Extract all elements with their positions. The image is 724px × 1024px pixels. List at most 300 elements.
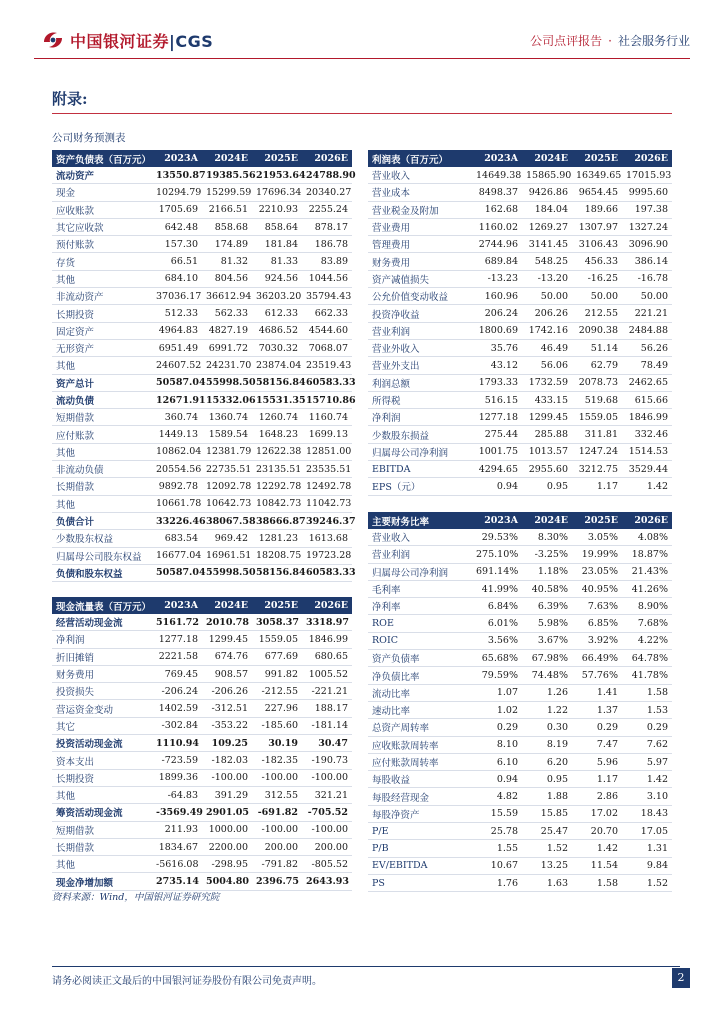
- cell-value: 689.84: [472, 253, 522, 270]
- cell-value: 1613.68: [302, 530, 352, 547]
- table-row: [368, 305, 672, 322]
- footer-divider: [52, 966, 680, 967]
- cell-value: 17015.93: [622, 167, 672, 184]
- cell-value: -312.51: [202, 700, 252, 717]
- cell-value: -100.00: [202, 769, 252, 786]
- cell-value: 17.02: [572, 805, 622, 822]
- report-type: 公司点评报告: [530, 34, 603, 48]
- row-label: 应付账款: [52, 426, 152, 443]
- cell-value: 0.29: [572, 719, 622, 736]
- cell-value: 769.45: [152, 665, 202, 682]
- cell-value: 1299.45: [522, 409, 572, 426]
- row-label: 净利率: [368, 598, 472, 615]
- cell-value: 6.85%: [572, 615, 622, 632]
- cell-value: 0.94: [472, 478, 522, 495]
- row-label: 预付账款: [52, 236, 152, 253]
- cell-value: 12292.78: [252, 478, 302, 495]
- cell-value: 64.78%: [622, 650, 672, 667]
- row-label: 财务费用: [368, 253, 472, 270]
- cell-value: 200.00: [302, 838, 352, 855]
- table-row: [52, 391, 352, 408]
- cell-value: 1.76: [472, 874, 522, 891]
- year-header: 2023A: [472, 150, 522, 167]
- cell-value: 1559.05: [572, 409, 622, 426]
- cell-value: 2643.93: [302, 873, 352, 890]
- cell-value: 1277.18: [152, 631, 202, 648]
- cell-value: 10.67: [472, 857, 522, 874]
- cell-value: 2078.73: [572, 374, 622, 391]
- table-row: [368, 391, 672, 408]
- page-number: 2: [672, 968, 690, 988]
- cell-value: 60583.33: [302, 564, 352, 581]
- row-label: 经营活动现金流: [52, 614, 152, 631]
- cell-value: 1742.16: [522, 322, 572, 339]
- cell-value: 3141.45: [522, 236, 572, 253]
- cell-value: 24788.90: [302, 167, 352, 184]
- row-label: 应收账款: [52, 201, 152, 218]
- row-label: 其他: [52, 495, 152, 512]
- cell-value: 160.96: [472, 288, 522, 305]
- cell-value: 46.49: [522, 339, 572, 356]
- cell-value: 1.22: [522, 701, 572, 718]
- cell-value: 19723.28: [302, 547, 352, 564]
- table-row: [368, 529, 672, 546]
- cell-value: 10661.78: [152, 495, 202, 512]
- cell-value: 1260.74: [252, 409, 302, 426]
- row-label: 其他: [52, 357, 152, 374]
- row-label: 每股经营现金: [368, 788, 472, 805]
- cell-value: 35.76: [472, 339, 522, 356]
- cell-value: 62.79: [572, 357, 622, 374]
- cell-value: 1110.94: [152, 735, 202, 752]
- year-header: 2024E: [522, 150, 572, 167]
- cell-value: -3569.49: [152, 804, 202, 821]
- cell-value: 684.10: [152, 270, 202, 287]
- cell-value: 157.30: [152, 236, 202, 253]
- table-row: [368, 167, 672, 184]
- cell-value: 1299.45: [202, 631, 252, 648]
- cell-value: 312.55: [252, 786, 302, 803]
- row-label: PS: [368, 874, 472, 891]
- cell-value: 1160.02: [472, 218, 522, 235]
- row-label: 资产总计: [52, 374, 152, 391]
- cell-value: 4294.65: [472, 461, 522, 478]
- year-header: 2025E: [252, 597, 302, 614]
- table-row: [52, 253, 352, 270]
- cell-value: 36203.20: [252, 288, 302, 305]
- cell-value: 3.56%: [472, 632, 522, 649]
- table-row: [368, 461, 672, 478]
- cell-value: 181.84: [252, 236, 302, 253]
- row-label: 长期借款: [52, 478, 152, 495]
- cell-value: 683.54: [152, 530, 202, 547]
- cell-value: 2090.38: [572, 322, 622, 339]
- cell-value: 65.68%: [472, 650, 522, 667]
- table-header-row: [52, 597, 352, 614]
- cell-value: 1705.69: [152, 201, 202, 218]
- cell-value: 12381.79: [202, 443, 252, 460]
- brand-name: CGS: [175, 32, 214, 51]
- cell-value: 81.33: [252, 253, 302, 270]
- cell-value: 1.55: [472, 840, 522, 857]
- cell-value: 14649.38: [472, 167, 522, 184]
- cell-value: 4.82: [472, 788, 522, 805]
- cell-value: 74.48%: [522, 667, 572, 684]
- cell-value: 1559.05: [252, 631, 302, 648]
- cell-value: 8.10: [472, 736, 522, 753]
- cell-value: 39246.37: [302, 512, 352, 529]
- cell-value: 7.68%: [622, 615, 672, 632]
- row-label: 财务费用: [52, 665, 152, 682]
- cell-value: -100.00: [302, 769, 352, 786]
- table-row: [52, 374, 352, 391]
- cell-value: 4544.60: [302, 322, 352, 339]
- cell-value: 456.33: [572, 253, 622, 270]
- table-row: [52, 270, 352, 287]
- cell-value: 1.88: [522, 788, 572, 805]
- row-label: 流动资产: [52, 167, 152, 184]
- year-header: 2025E: [572, 512, 622, 529]
- row-label: 营业收入: [368, 529, 472, 546]
- cell-value: 1247.24: [572, 443, 622, 460]
- cell-value: 7068.07: [302, 339, 352, 356]
- cell-value: 642.48: [152, 218, 202, 235]
- cell-value: 3058.37: [252, 614, 302, 631]
- cell-value: 1.63: [522, 874, 572, 891]
- cell-value: 1044.56: [302, 270, 352, 287]
- table-row: [368, 753, 672, 770]
- cell-value: 13550.87: [152, 167, 202, 184]
- cell-value: 21953.64: [252, 167, 302, 184]
- table-row: [52, 873, 352, 890]
- table-row: [52, 443, 352, 460]
- cell-value: 0.29: [622, 719, 672, 736]
- cell-value: 15531.35: [252, 391, 302, 408]
- cell-value: 200.00: [252, 838, 302, 855]
- cell-value: -791.82: [252, 856, 302, 873]
- cell-value: -302.84: [152, 717, 202, 734]
- year-header: 2026E: [622, 512, 672, 529]
- cell-value: -206.26: [202, 683, 252, 700]
- cell-value: 519.68: [572, 391, 622, 408]
- year-header: 2024E: [202, 150, 252, 167]
- row-label: ROE: [368, 615, 472, 632]
- table-row: [52, 665, 352, 682]
- row-label: 投资净收益: [368, 305, 472, 322]
- cash-flow-table: [52, 597, 352, 891]
- table-row: [52, 512, 352, 529]
- cell-value: 2735.14: [152, 873, 202, 890]
- cell-value: 512.33: [152, 305, 202, 322]
- row-label: 流动负债: [52, 391, 152, 408]
- row-label: 公允价值变动收益: [368, 288, 472, 305]
- cell-value: 3106.43: [572, 236, 622, 253]
- table-row: [52, 305, 352, 322]
- cell-value: 7.47: [572, 736, 622, 753]
- row-label: 非流动资产: [52, 288, 152, 305]
- cell-value: 2396.75: [252, 873, 302, 890]
- cell-value: 20340.27: [302, 184, 352, 201]
- cell-value: 1001.75: [472, 443, 522, 460]
- cell-value: -16.78: [622, 270, 672, 287]
- cell-value: -100.00: [302, 821, 352, 838]
- table-row: [368, 823, 672, 840]
- table-row: [368, 771, 672, 788]
- row-label: 短期借款: [52, 821, 152, 838]
- year-header: 2026E: [302, 150, 352, 167]
- cell-value: 2010.78: [202, 614, 252, 631]
- cell-value: 9995.60: [622, 184, 672, 201]
- row-label: 资产减值损失: [368, 270, 472, 287]
- row-label: 少数股东损益: [368, 426, 472, 443]
- cell-value: 57.76%: [572, 667, 622, 684]
- table-row: [52, 461, 352, 478]
- row-label: 其它: [52, 717, 152, 734]
- cell-value: 4964.83: [152, 322, 202, 339]
- cell-value: 15299.59: [202, 184, 252, 201]
- cell-value: 1277.18: [472, 409, 522, 426]
- cell-value: 1307.97: [572, 218, 622, 235]
- cell-value: 4.08%: [622, 529, 672, 546]
- cell-value: 10294.79: [152, 184, 202, 201]
- cell-value: 433.15: [522, 391, 572, 408]
- cell-value: 50587.04: [152, 564, 202, 581]
- cell-value: 674.76: [202, 648, 252, 665]
- table-row: [52, 530, 352, 547]
- row-label: 管理费用: [368, 236, 472, 253]
- cell-value: 1.52: [522, 840, 572, 857]
- table-row: [52, 700, 352, 717]
- cell-value: 30.47: [302, 735, 352, 752]
- cell-value: 50587.04: [152, 374, 202, 391]
- cell-value: 33226.46: [152, 512, 202, 529]
- cell-value: 38067.58: [202, 512, 252, 529]
- header-separator: ·: [608, 34, 612, 48]
- cell-value: 6.39%: [522, 598, 572, 615]
- cell-value: 60583.33: [302, 374, 352, 391]
- cell-value: 1800.69: [472, 322, 522, 339]
- table-row: [368, 598, 672, 615]
- cell-value: 12671.91: [152, 391, 202, 408]
- cell-value: 67.98%: [522, 650, 572, 667]
- table-row: [52, 478, 352, 495]
- row-label: 归属母公司净利润: [368, 443, 472, 460]
- table-row: [368, 805, 672, 822]
- cell-value: 1834.67: [152, 838, 202, 855]
- cell-value: 3.92%: [572, 632, 622, 649]
- cell-value: 1.26: [522, 684, 572, 701]
- row-label: EBITDA: [368, 461, 472, 478]
- cell-value: 24231.70: [202, 357, 252, 374]
- table-row: [368, 288, 672, 305]
- cell-value: 9.84: [622, 857, 672, 874]
- row-label: 每股净资产: [368, 805, 472, 822]
- table-row: [368, 426, 672, 443]
- cell-value: 206.26: [522, 305, 572, 322]
- table-row: [52, 184, 352, 201]
- cell-value: -185.60: [252, 717, 302, 734]
- row-label: 营业外收入: [368, 339, 472, 356]
- cell-value: 360.74: [152, 409, 202, 426]
- cell-value: 3.10: [622, 788, 672, 805]
- cell-value: 23535.51: [302, 461, 352, 478]
- row-label: 净负债比率: [368, 667, 472, 684]
- table-row: [52, 339, 352, 356]
- section-divider: [52, 113, 672, 114]
- cell-value: 4.22%: [622, 632, 672, 649]
- cell-value: 516.15: [472, 391, 522, 408]
- cell-value: 391.29: [202, 786, 252, 803]
- cell-value: -206.24: [152, 683, 202, 700]
- row-label: 每股收益: [368, 771, 472, 788]
- table-row: [368, 684, 672, 701]
- table-row: [368, 374, 672, 391]
- row-label: 短期借款: [52, 409, 152, 426]
- cell-value: 55998.50: [202, 374, 252, 391]
- year-header: 2025E: [252, 150, 302, 167]
- cell-value: 2221.58: [152, 648, 202, 665]
- cell-value: 858.64: [252, 218, 302, 235]
- cell-value: 66.51: [152, 253, 202, 270]
- cell-value: 17696.34: [252, 184, 302, 201]
- cell-value: 615.66: [622, 391, 672, 408]
- cell-value: 25.78: [472, 823, 522, 840]
- cell-value: 16349.65: [572, 167, 622, 184]
- cell-value: 321.21: [302, 786, 352, 803]
- table-row: [52, 735, 352, 752]
- table-row: [368, 478, 672, 495]
- cell-value: 1.58: [572, 874, 622, 891]
- row-label: 净利润: [52, 631, 152, 648]
- cell-value: 3529.44: [622, 461, 672, 478]
- cell-value: 924.56: [252, 270, 302, 287]
- table-title: 主要财务比率: [368, 512, 472, 529]
- cell-value: 1846.99: [622, 409, 672, 426]
- row-label: 营业收入: [368, 167, 472, 184]
- row-label: EPS（元）: [368, 478, 472, 495]
- cell-value: 2484.88: [622, 322, 672, 339]
- cell-value: 17.05: [622, 823, 672, 840]
- cell-value: 1.58: [622, 684, 672, 701]
- page-header: [0, 0, 724, 60]
- cell-value: 1160.74: [302, 409, 352, 426]
- row-label: 利润总额: [368, 374, 472, 391]
- table-row: [52, 804, 352, 821]
- cell-value: 2200.00: [202, 838, 252, 855]
- cell-value: 221.21: [622, 305, 672, 322]
- table-row: [368, 218, 672, 235]
- cell-value: 548.25: [522, 253, 572, 270]
- cell-value: 16677.04: [152, 547, 202, 564]
- table-row: [368, 719, 672, 736]
- table-row: [368, 667, 672, 684]
- company-name: 中国银河证券: [70, 32, 170, 51]
- cell-value: 2255.24: [302, 201, 352, 218]
- row-label: 应付账款周转率: [368, 753, 472, 770]
- cell-value: 227.96: [252, 700, 302, 717]
- cell-value: 2744.96: [472, 236, 522, 253]
- row-label: 资本支出: [52, 752, 152, 769]
- cell-value: 41.78%: [622, 667, 672, 684]
- cell-value: 9654.45: [572, 184, 622, 201]
- cell-value: 0.29: [472, 719, 522, 736]
- cell-value: 858.68: [202, 218, 252, 235]
- cell-value: 311.81: [572, 426, 622, 443]
- cell-value: 6.01%: [472, 615, 522, 632]
- row-label: 筹资活动现金流: [52, 804, 152, 821]
- row-label: 折旧摊销: [52, 648, 152, 665]
- row-label: 资产负债率: [368, 650, 472, 667]
- cell-value: 1.02: [472, 701, 522, 718]
- table-row: [52, 564, 352, 581]
- cell-value: 25.47: [522, 823, 572, 840]
- cell-value: 18208.75: [252, 547, 302, 564]
- cell-value: 20554.56: [152, 461, 202, 478]
- cell-value: 6.20: [522, 753, 572, 770]
- row-label: 投资活动现金流: [52, 735, 152, 752]
- cell-value: 50.00: [522, 288, 572, 305]
- cell-value: -212.55: [252, 683, 302, 700]
- row-label: EV/EBITDA: [368, 857, 472, 874]
- cell-value: 5004.80: [202, 873, 252, 890]
- source-note: 资料来源：Wind，中国银河证券研究院: [52, 892, 220, 903]
- year-header: 2023A: [152, 597, 202, 614]
- table-row: [52, 838, 352, 855]
- cell-value: 0.95: [522, 771, 572, 788]
- cell-value: 9426.86: [522, 184, 572, 201]
- table-row: [52, 752, 352, 769]
- cell-value: 878.17: [302, 218, 352, 235]
- cell-value: 2955.60: [522, 461, 572, 478]
- row-label: 其他: [52, 786, 152, 803]
- cell-value: 55998.50: [202, 564, 252, 581]
- cell-value: 15865.90: [522, 167, 572, 184]
- cell-value: 13.25: [522, 857, 572, 874]
- cell-value: 24607.52: [152, 357, 202, 374]
- cell-value: -190.73: [302, 752, 352, 769]
- cell-value: 188.17: [302, 700, 352, 717]
- cell-value: 2210.93: [252, 201, 302, 218]
- cell-value: -3.25%: [522, 546, 572, 563]
- cell-value: 29.53%: [472, 529, 522, 546]
- cell-value: 4827.19: [202, 322, 252, 339]
- cell-value: 562.33: [202, 305, 252, 322]
- table-row: [368, 270, 672, 287]
- cell-value: 285.88: [522, 426, 572, 443]
- table-row: [368, 615, 672, 632]
- year-header: 2024E: [202, 597, 252, 614]
- cell-value: 332.46: [622, 426, 672, 443]
- cell-value: 5.97: [622, 753, 672, 770]
- cell-value: 23874.04: [252, 357, 302, 374]
- cell-value: 10842.73: [252, 495, 302, 512]
- cell-value: 1.42: [572, 840, 622, 857]
- year-header: 2023A: [472, 512, 522, 529]
- row-label: 所得税: [368, 391, 472, 408]
- cell-value: 23135.51: [252, 461, 302, 478]
- table-row: [368, 563, 672, 580]
- cell-value: 12492.78: [302, 478, 352, 495]
- cell-value: -13.23: [472, 270, 522, 287]
- cell-value: 174.89: [202, 236, 252, 253]
- cell-value: 51.14: [572, 339, 622, 356]
- cell-value: 908.57: [202, 665, 252, 682]
- row-label: ROIC: [368, 632, 472, 649]
- cell-value: 50.00: [572, 288, 622, 305]
- cell-value: 58156.84: [252, 374, 302, 391]
- cell-value: 0.94: [472, 771, 522, 788]
- cell-value: 7.63%: [572, 598, 622, 615]
